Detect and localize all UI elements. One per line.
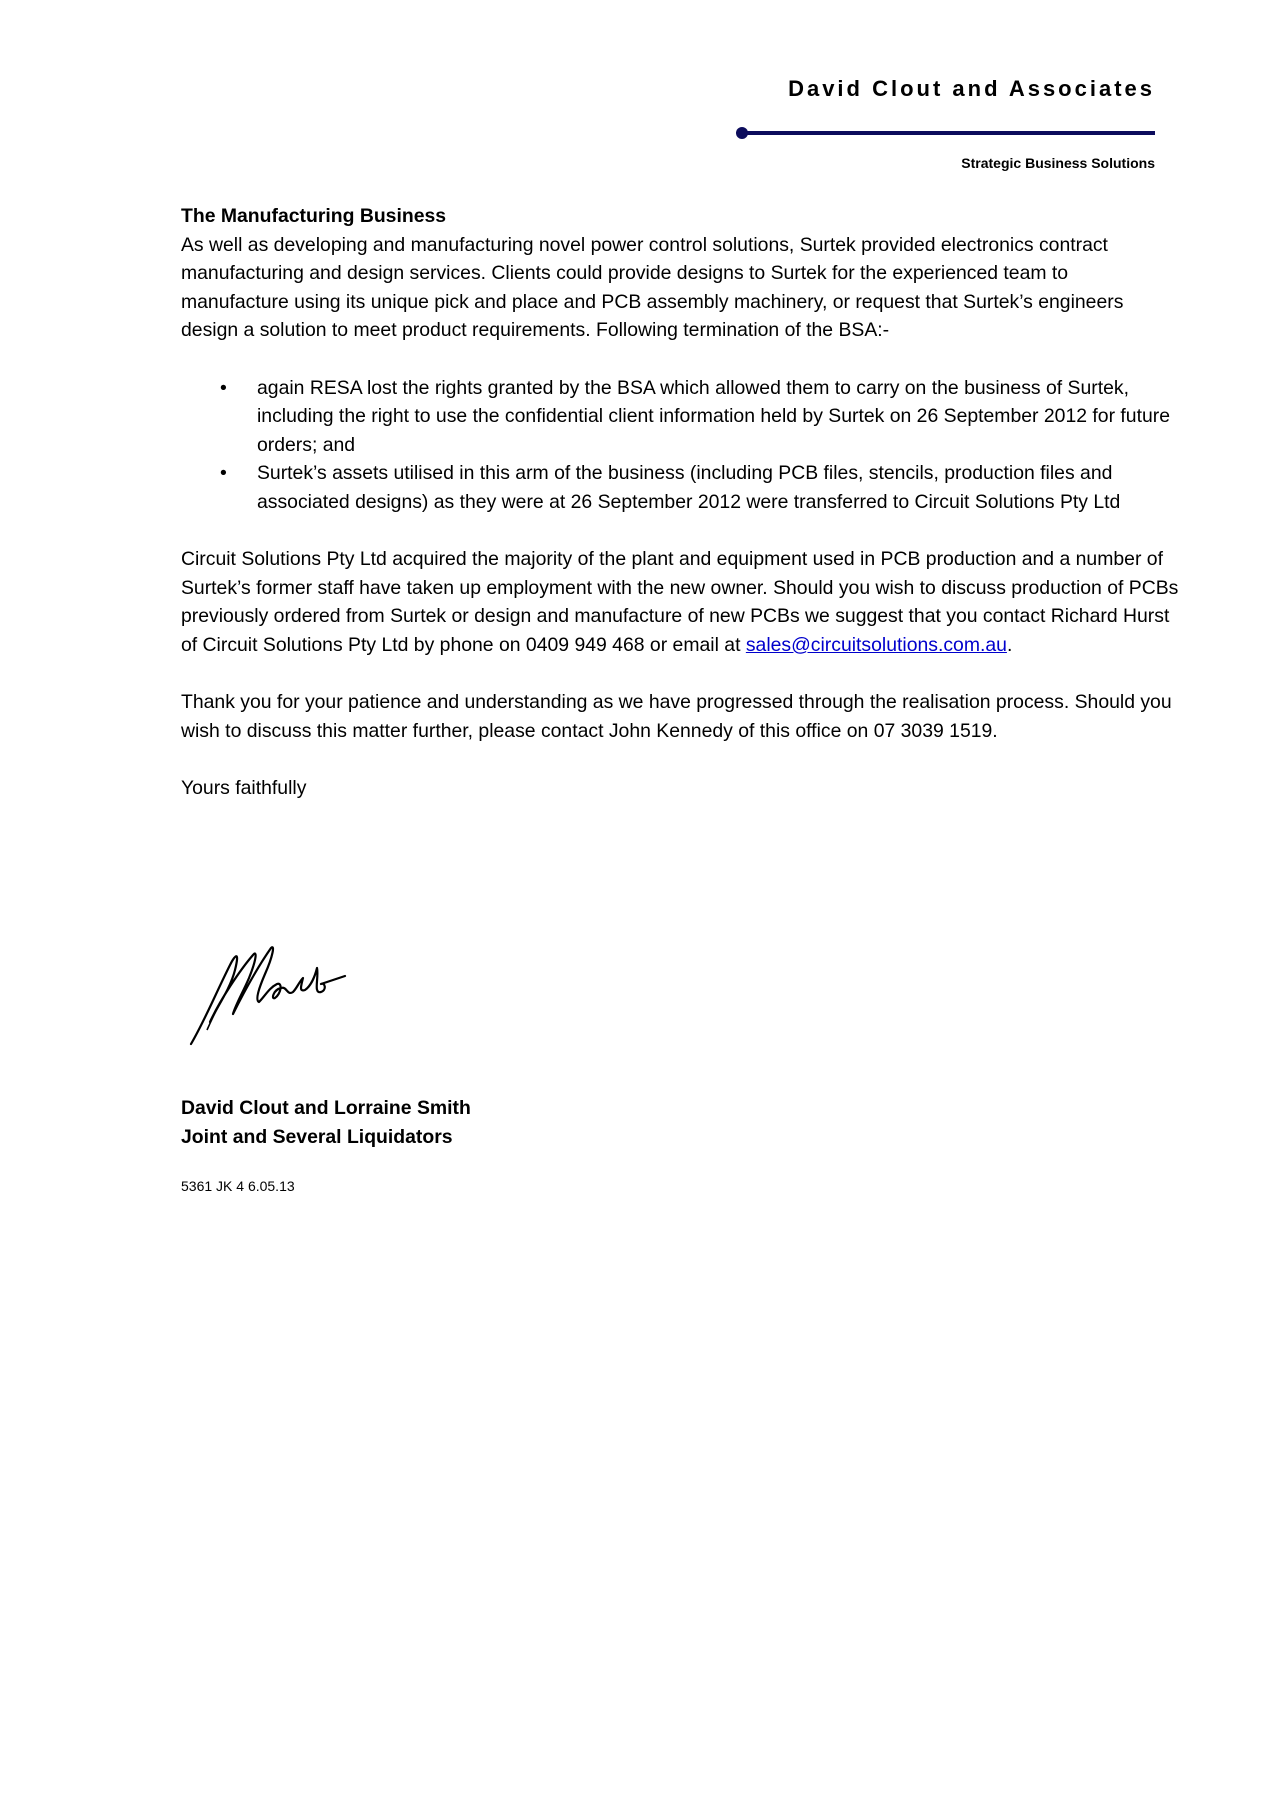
reference-code: 5361 JK 4 6.05.13 — [181, 1178, 295, 1194]
letter-body — [181, 202, 1181, 802]
firm-name: David Clout and Associates — [788, 76, 1155, 101]
bullet-icon: • — [220, 376, 227, 399]
bullet-text: again RESA lost the rights granted by the BSA which allowed them to carry on the business of Surtek, including the right to use the confidential client information held by Surtek on 26 September 2012 for future orders; and — [257, 376, 1170, 456]
contact-text: Circuit Solutions Pty Ltd acquired the majority of the plant and equipment used in PCB production and a number of Surtek’s former staff have taken up employment with the new owner. Should you wish to discuss production of PCBs previously ordered from Surtek or design and manufacture of new PCBs we suggest that you contact Richard Hurst of Circuit Solutions Pty Ltd by phone on 0409 949 468 or email at — [181, 548, 1179, 656]
signatory-names: David Clout and Lorraine Smith — [181, 1097, 471, 1119]
thanks-paragraph: Thank you for your patience and understanding as we have progressed through the realisation process. Should you wish to discuss this matter further, please contact John Kennedy of this office on 07 3039 1519. — [181, 691, 1172, 742]
list-item — [181, 374, 1181, 460]
bullet-list — [181, 374, 1181, 517]
signatory-role: Joint and Several Liquidators — [181, 1125, 453, 1148]
bullet-text: Surtek’s assets utilised in this arm of the business (including PCB files, stencils, production files and associated designs) as they were at 26 September 2012 were transferred to Circuit Solutions Pty Ltd — [257, 462, 1121, 513]
intro-paragraph: As well as developing and manufacturing novel power control solutions, Surtek provided electronics contract manufacturing and design services. Clients could provide designs to Surtek for the experienced team to manufacture using its unique pick and place and PCB assembly machinery, or request that Surtek’s engineers design a solution to meet product requirements. Following termination of the BSA:- — [181, 233, 1124, 342]
signoff-block — [181, 1094, 471, 1151]
email-suffix: . — [1006, 633, 1013, 656]
email-link[interactable]: sales@circuitsolutions.com.au — [745, 633, 1007, 656]
signature-image — [185, 940, 365, 1050]
bullet-icon: • — [220, 462, 227, 485]
salutation: Yours faithfully — [181, 776, 307, 799]
section-heading: The Manufacturing Business — [181, 205, 447, 227]
list-item — [181, 459, 1181, 516]
firm-tagline: Strategic Business Solutions — [961, 155, 1155, 171]
header-rule — [742, 131, 1155, 135]
contact-paragraph — [181, 545, 1181, 659]
